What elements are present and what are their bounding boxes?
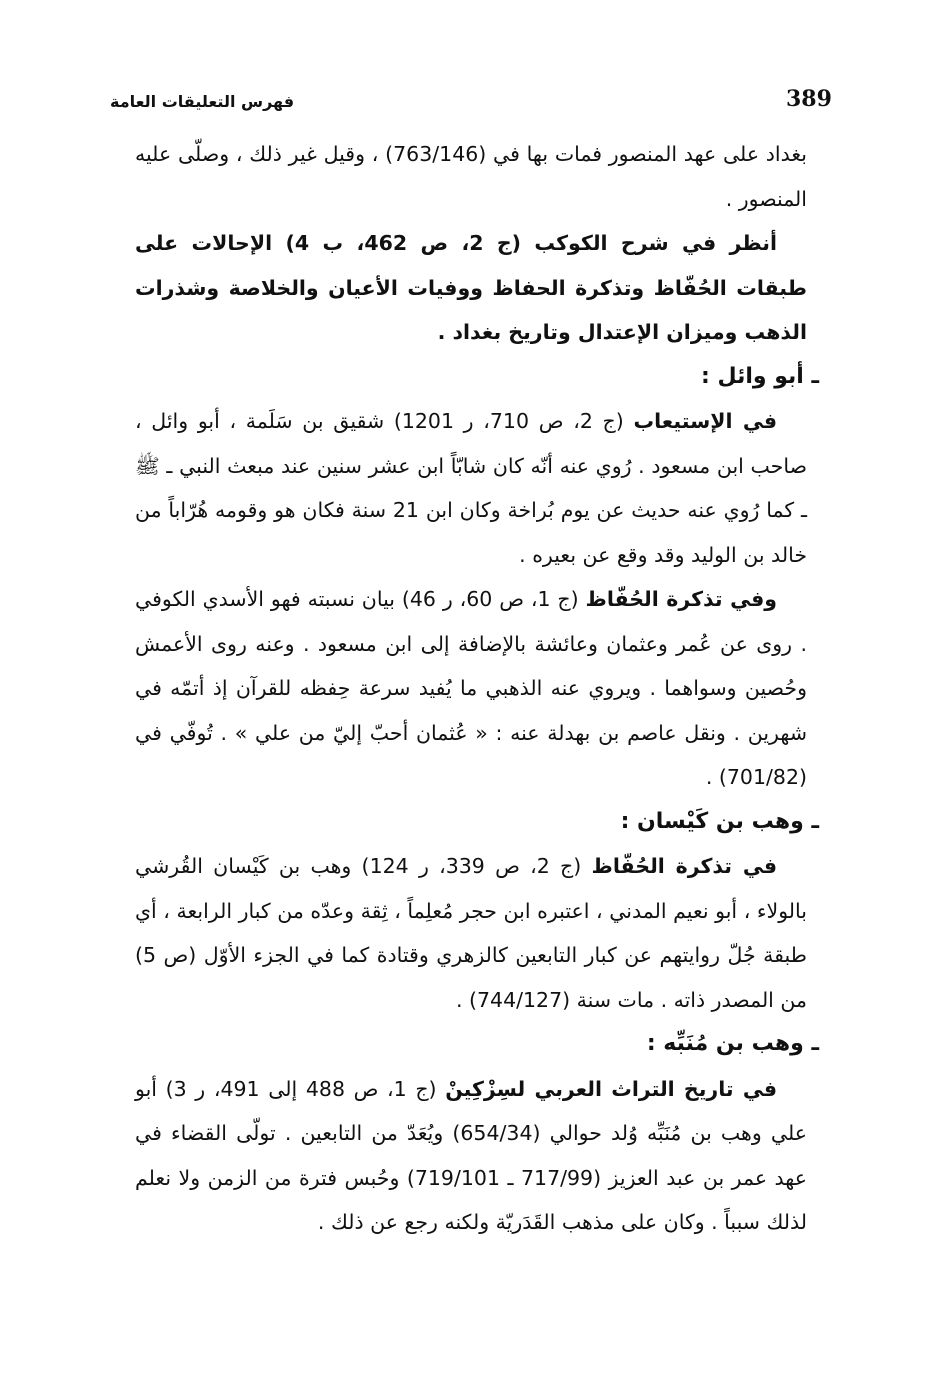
paragraph-1: بغداد على عهد المنصور فمات بها في (763/146) ، وقيل غير ذلك ، وصلّى عليه المنصور . — [135, 142, 807, 211]
paragraph-6-text: (ج 1، ص 488 إلى 491، ر 3) أبو علي وهب بن مُنَبِّه وُلد حوالي (654/34) ويُعَدّ من التابعين . تولّى القضاء في عهد عمر بن عبد العزيز (717/99 ـ 719/101) وحُبس فترة من الزمن ولا نعلم لذلك سبباً . وكان على مذهب القَدَريّة ولكنه رجع عن ذلك . — [135, 1076, 807, 1234]
source-author: لسِزْكِينْ — [445, 1076, 535, 1101]
body-text — [135, 132, 819, 1245]
paragraph-4 — [135, 577, 807, 800]
heading-abu-wail: ـ أبو وائل : — [700, 363, 819, 389]
paragraph-4-text: (ج 1، ص 60، ر 46) بيان نسبته فهو الأسدي الكوفي . روى عن عُمر وعثمان وعائشة بالإضافة إلى ابن مسعود . وعنه روى الأعمش وحُصين وسواهما . ويروي عنه الذهبي ما يُفيد سرعة حِفظه للقرآن إذ أتمّه في شهرين . ونقل عاصم بن بهدلة عنه : « عُثمان أحبّ إليّ من علي » . تُوفّي في (701/82) . — [135, 587, 807, 789]
source-title: وفي تذكرة الحُفّاظ — [585, 587, 777, 611]
source-title: في الإستيعاب — [633, 409, 777, 433]
source-title: في تاريخ التراث العربي — [534, 1076, 778, 1101]
paragraph-3 — [135, 399, 807, 577]
heading-wahb-munabbih: ـ وهب بن مُنَبِّه : — [646, 1031, 819, 1056]
running-title: فهرس التعليقات العامة — [110, 92, 295, 111]
paragraph-5 — [135, 844, 807, 1022]
source-title: في تذكرة الحُفّاظ — [591, 854, 778, 878]
paragraph-6 — [135, 1067, 807, 1245]
paragraph-3-text: (ج 2، ص 710، ر 1201) شقيق بن سَلَمة ، أبو وائل ، صاحب ابن مسعود . رُوي عنه أنّه كان شابّاً ابن عشر سنين عند مبعث النبي ـ ﷺ ـ كما رُوي عنه حديث عن يوم بُراخة وكان ابن 21 سنة فكان هو وقومه هُرّاباً من خالد بن الوليد وقد وقع عن بعيره . — [135, 409, 808, 567]
heading-wahb-kaysan: ـ وهب بن كَيْسان : — [620, 808, 819, 834]
page-number: 389 — [786, 86, 832, 112]
paragraph-5-text: (ج 2، ص 339، ر 124) وهب بن كَيْسان القُرشي بالولاء ، أبو نعيم المدني ، اعتبره ابن حجر مُعلِماً ، ثِقة وعدّه من كبار الرابعة ، أي طبقة جُلّ روايتهم عن كبار التابعين كالزهري وقتادة كما في الجزء الأوّل (ص 5) من المصدر ذاته . مات سنة (744/127) . — [135, 854, 807, 1012]
paragraph-2: أنظر في شرح الكوكب (ج 2، ص 462، ب 4) الإحالات على طبقات الحُفّاظ وتذكرة الحفاظ ووفيات الأعيان والخلاصة وشذرات الذهب وميزان الإعتدال وتاريخ بغداد . — [135, 231, 807, 344]
